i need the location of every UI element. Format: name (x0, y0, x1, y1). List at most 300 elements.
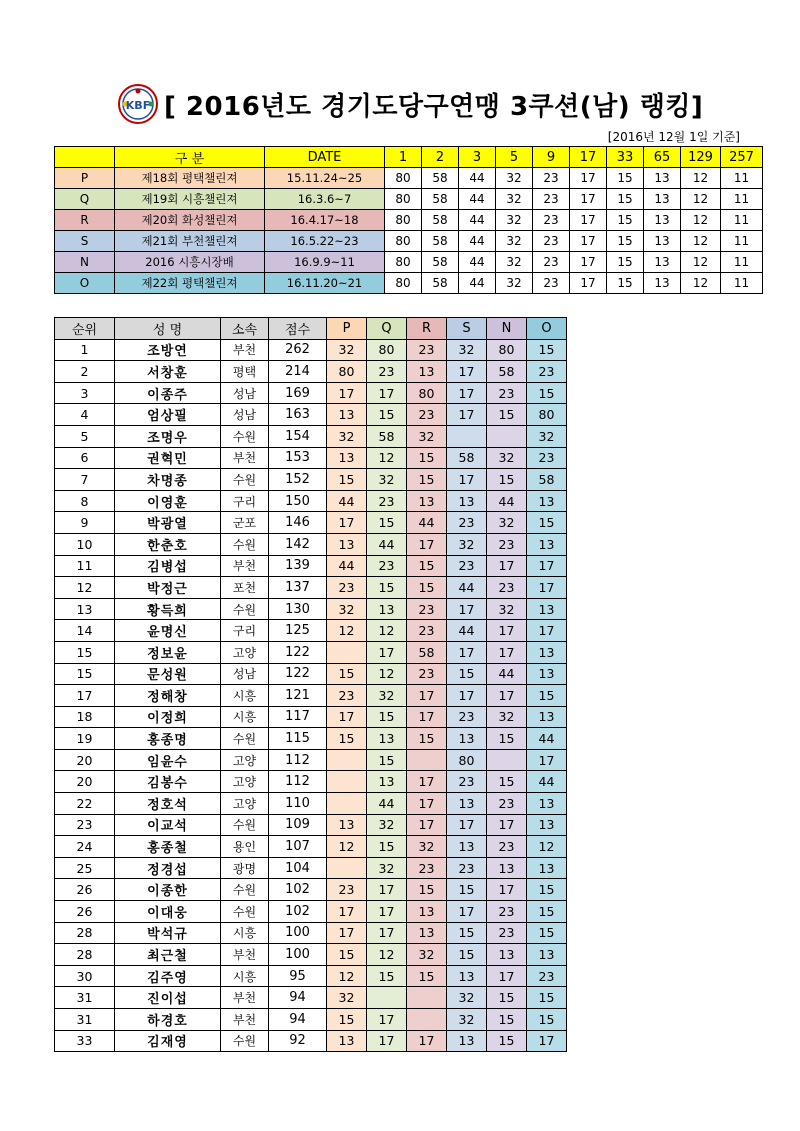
player-affiliation: 수원 (221, 879, 269, 901)
tournament-code: N (55, 252, 115, 273)
event-score-N: 17 (487, 641, 527, 663)
event-score-Q: 44 (367, 793, 407, 815)
player-affiliation: 구리 (221, 620, 269, 642)
ranking-row (55, 361, 567, 383)
ranking-row (55, 922, 567, 944)
event-score-P: 32 (327, 339, 367, 361)
player-affiliation: 부천 (221, 555, 269, 577)
event-score-R: 13 (407, 922, 447, 944)
event-score-Q: 32 (367, 685, 407, 707)
player-affiliation: 평택 (221, 361, 269, 383)
event-score-P: 80 (327, 361, 367, 383)
rank-cell: 12 (55, 577, 115, 599)
tournament-point-cell: 13 (644, 231, 681, 252)
event-score-Q: 15 (367, 577, 407, 599)
rank-cell: 9 (55, 512, 115, 534)
event-score-Q: 17 (367, 641, 407, 663)
player-name: 조명우 (115, 425, 221, 447)
ranking-row (55, 404, 567, 426)
event-score-S: 13 (447, 836, 487, 858)
col-date: DATE (265, 147, 385, 168)
rank-cell: 11 (55, 555, 115, 577)
tournament-point-cell: 80 (385, 252, 422, 273)
player-name: 이종주 (115, 382, 221, 404)
event-score-O: 23 (527, 965, 567, 987)
player-affiliation: 수원 (221, 1030, 269, 1052)
tournament-point-cell: 80 (385, 168, 422, 189)
event-score-S: 17 (447, 361, 487, 383)
event-score-P: 12 (327, 836, 367, 858)
tournament-date: 16.11.20~21 (265, 273, 385, 294)
event-score-S: 13 (447, 728, 487, 750)
col-code (55, 147, 115, 168)
player-affiliation: 수원 (221, 469, 269, 491)
event-score-N: 23 (487, 793, 527, 815)
event-score-P: 15 (327, 469, 367, 491)
event-score-O: 15 (527, 922, 567, 944)
player-name: 정경섭 (115, 857, 221, 879)
event-score-R: 17 (407, 793, 447, 815)
col-rank: 순위 (55, 318, 115, 340)
event-score-O: 15 (527, 512, 567, 534)
event-score-Q: 15 (367, 749, 407, 771)
player-total-points: 137 (269, 577, 327, 599)
event-score-O: 17 (527, 620, 567, 642)
event-score-R: 23 (407, 663, 447, 685)
ranking-row (55, 685, 567, 707)
event-score-R: 32 (407, 944, 447, 966)
player-name: 진이섭 (115, 987, 221, 1009)
tournament-point-cell: 12 (681, 210, 721, 231)
event-score-N: 23 (487, 922, 527, 944)
event-score-P (327, 793, 367, 815)
player-affiliation: 부천 (221, 987, 269, 1009)
event-score-R: 17 (407, 533, 447, 555)
col-P: P (327, 318, 367, 340)
tournament-point-cell: 80 (385, 273, 422, 294)
ranking-row (55, 339, 567, 361)
player-affiliation: 수원 (221, 533, 269, 555)
rank-cell: 25 (55, 857, 115, 879)
col-place-257: 257 (721, 147, 763, 168)
player-name: 엄상필 (115, 404, 221, 426)
ranking-row (55, 490, 567, 512)
player-total-points: 102 (269, 901, 327, 923)
player-affiliation: 수원 (221, 814, 269, 836)
tournament-code: Q (55, 189, 115, 210)
event-score-N: 17 (487, 814, 527, 836)
event-score-O: 80 (527, 404, 567, 426)
tournament-code: R (55, 210, 115, 231)
player-affiliation: 고양 (221, 749, 269, 771)
col-N: N (487, 318, 527, 340)
tournament-date: 15.11.24~25 (265, 168, 385, 189)
rank-cell: 22 (55, 793, 115, 815)
player-total-points: 150 (269, 490, 327, 512)
ranking-row (55, 987, 567, 1009)
event-score-N: 32 (487, 598, 527, 620)
tournament-point-cell: 17 (570, 231, 607, 252)
rank-cell: 1 (55, 339, 115, 361)
col-division: 구 분 (115, 147, 265, 168)
player-total-points: 146 (269, 512, 327, 534)
event-score-N: 17 (487, 965, 527, 987)
event-score-O: 15 (527, 901, 567, 923)
tournament-point-cell: 23 (533, 168, 570, 189)
tournament-point-cell: 23 (533, 189, 570, 210)
event-score-Q: 32 (367, 469, 407, 491)
event-score-P: 13 (327, 1030, 367, 1052)
event-score-R: 15 (407, 447, 447, 469)
player-affiliation: 수원 (221, 728, 269, 750)
tournament-row (55, 231, 763, 252)
event-score-R (407, 1009, 447, 1031)
rank-cell: 18 (55, 706, 115, 728)
event-score-N: 13 (487, 944, 527, 966)
player-name: 권혁민 (115, 447, 221, 469)
event-score-P: 15 (327, 728, 367, 750)
rank-cell: 23 (55, 814, 115, 836)
player-total-points: 153 (269, 447, 327, 469)
event-score-O: 15 (527, 987, 567, 1009)
ranking-row (55, 749, 567, 771)
tournament-point-cell: 23 (533, 252, 570, 273)
tournament-point-cell: 23 (533, 231, 570, 252)
event-score-R: 13 (407, 490, 447, 512)
tournament-point-cell: 15 (607, 252, 644, 273)
event-score-R: 80 (407, 382, 447, 404)
tournament-point-cell: 12 (681, 189, 721, 210)
player-name: 박정근 (115, 577, 221, 599)
ranking-row (55, 533, 567, 555)
event-score-N: 15 (487, 771, 527, 793)
logo-text: KBF (125, 99, 151, 112)
ranking-row (55, 879, 567, 901)
event-score-P: 13 (327, 533, 367, 555)
player-total-points: 100 (269, 944, 327, 966)
col-place-17: 17 (570, 147, 607, 168)
event-score-O: 17 (527, 749, 567, 771)
event-score-N: 17 (487, 555, 527, 577)
rank-cell: 15 (55, 641, 115, 663)
event-score-Q: 12 (367, 944, 407, 966)
event-score-O: 13 (527, 706, 567, 728)
tournament-name: 제19회 시흥챌린져 (115, 189, 265, 210)
tournament-point-cell: 44 (459, 210, 496, 231)
event-score-R: 15 (407, 965, 447, 987)
event-score-R: 23 (407, 404, 447, 426)
player-name: 정호석 (115, 793, 221, 815)
player-name: 홍종철 (115, 836, 221, 858)
ranking-row (55, 447, 567, 469)
event-score-O: 44 (527, 728, 567, 750)
tournament-point-cell: 12 (681, 168, 721, 189)
ranking-row (55, 382, 567, 404)
player-name: 정해창 (115, 685, 221, 707)
player-affiliation: 수원 (221, 425, 269, 447)
tournament-point-cell: 44 (459, 273, 496, 294)
player-name: 김주영 (115, 965, 221, 987)
event-score-S: 58 (447, 447, 487, 469)
col-place-129: 129 (681, 147, 721, 168)
ranking-row (55, 641, 567, 663)
player-total-points: 214 (269, 361, 327, 383)
event-score-O: 13 (527, 793, 567, 815)
event-score-R: 32 (407, 836, 447, 858)
event-score-P: 17 (327, 706, 367, 728)
player-affiliation: 고양 (221, 793, 269, 815)
player-name: 윤명신 (115, 620, 221, 642)
event-score-Q: 15 (367, 836, 407, 858)
event-score-Q (367, 987, 407, 1009)
player-affiliation: 부천 (221, 447, 269, 469)
player-name: 이교석 (115, 814, 221, 836)
ranking-row (55, 944, 567, 966)
event-score-P: 17 (327, 922, 367, 944)
event-score-P: 44 (327, 490, 367, 512)
col-affiliation: 소속 (221, 318, 269, 340)
player-name: 하경호 (115, 1009, 221, 1031)
player-name: 김재영 (115, 1030, 221, 1052)
event-score-O: 13 (527, 641, 567, 663)
tournament-point-cell: 11 (721, 273, 763, 294)
event-score-R: 13 (407, 901, 447, 923)
rank-cell: 14 (55, 620, 115, 642)
rank-cell: 8 (55, 490, 115, 512)
tournament-point-cell: 15 (607, 210, 644, 231)
rank-cell: 24 (55, 836, 115, 858)
player-affiliation: 시흥 (221, 685, 269, 707)
player-name: 이영훈 (115, 490, 221, 512)
rank-cell: 31 (55, 1009, 115, 1031)
event-score-P: 13 (327, 447, 367, 469)
ranking-header-row (55, 318, 567, 340)
col-name: 성 명 (115, 318, 221, 340)
ranking-row (55, 512, 567, 534)
player-affiliation: 성남 (221, 663, 269, 685)
ranking-row (55, 425, 567, 447)
event-score-P: 44 (327, 555, 367, 577)
tournament-point-cell: 58 (422, 168, 459, 189)
event-score-S (447, 425, 487, 447)
event-score-Q: 17 (367, 922, 407, 944)
tournament-point-cell: 15 (607, 273, 644, 294)
tournament-date: 16.4.17~18 (265, 210, 385, 231)
rank-cell: 28 (55, 944, 115, 966)
player-total-points: 139 (269, 555, 327, 577)
ranking-row (55, 620, 567, 642)
event-score-O: 13 (527, 598, 567, 620)
event-score-N: 17 (487, 879, 527, 901)
event-score-O: 13 (527, 944, 567, 966)
event-score-S: 17 (447, 685, 487, 707)
event-score-R: 15 (407, 469, 447, 491)
event-score-S: 44 (447, 577, 487, 599)
tournament-row (55, 168, 763, 189)
event-score-Q: 80 (367, 339, 407, 361)
player-name: 조방연 (115, 339, 221, 361)
event-score-Q: 23 (367, 490, 407, 512)
event-score-R: 23 (407, 339, 447, 361)
event-score-S: 44 (447, 620, 487, 642)
event-score-R: 15 (407, 555, 447, 577)
tournament-point-cell: 58 (422, 210, 459, 231)
tournament-date: 16.5.22~23 (265, 231, 385, 252)
player-total-points: 117 (269, 706, 327, 728)
event-score-O: 23 (527, 447, 567, 469)
player-name: 정보윤 (115, 641, 221, 663)
player-affiliation: 성남 (221, 382, 269, 404)
col-place-3: 3 (459, 147, 496, 168)
event-score-O: 13 (527, 814, 567, 836)
event-score-S: 13 (447, 793, 487, 815)
player-affiliation: 군포 (221, 512, 269, 534)
event-score-S: 15 (447, 663, 487, 685)
event-score-S: 13 (447, 490, 487, 512)
event-score-Q: 13 (367, 771, 407, 793)
player-affiliation: 부천 (221, 944, 269, 966)
rank-cell: 26 (55, 879, 115, 901)
event-score-S: 15 (447, 879, 487, 901)
event-score-N: 23 (487, 577, 527, 599)
player-name: 임윤수 (115, 749, 221, 771)
tournament-point-cell: 13 (644, 168, 681, 189)
event-score-R: 17 (407, 685, 447, 707)
ranking-table (54, 317, 567, 1052)
player-name: 이종한 (115, 879, 221, 901)
rank-cell: 20 (55, 749, 115, 771)
tournament-name: 제18회 평택챌린져 (115, 168, 265, 189)
col-place-65: 65 (644, 147, 681, 168)
player-total-points: 154 (269, 425, 327, 447)
player-total-points: 130 (269, 598, 327, 620)
event-score-N: 15 (487, 987, 527, 1009)
tournament-point-cell: 13 (644, 210, 681, 231)
player-total-points: 94 (269, 1009, 327, 1031)
player-total-points: 262 (269, 339, 327, 361)
tournament-point-cell: 32 (496, 210, 533, 231)
player-total-points: 142 (269, 533, 327, 555)
event-score-N: 15 (487, 1009, 527, 1031)
event-score-O: 15 (527, 879, 567, 901)
player-affiliation: 시흥 (221, 965, 269, 987)
player-name: 황득희 (115, 598, 221, 620)
ranking-row (55, 814, 567, 836)
player-total-points: 104 (269, 857, 327, 879)
event-score-P: 23 (327, 879, 367, 901)
rank-cell: 31 (55, 987, 115, 1009)
col-place-1: 1 (385, 147, 422, 168)
event-score-N: 15 (487, 728, 527, 750)
event-score-P: 32 (327, 987, 367, 1009)
event-score-N: 44 (487, 663, 527, 685)
event-score-N: 17 (487, 620, 527, 642)
event-score-P: 12 (327, 965, 367, 987)
event-score-S: 17 (447, 382, 487, 404)
event-score-P: 15 (327, 944, 367, 966)
event-score-S: 17 (447, 814, 487, 836)
event-score-S: 17 (447, 404, 487, 426)
col-O: O (527, 318, 567, 340)
event-score-R: 15 (407, 728, 447, 750)
tournament-point-cell: 12 (681, 252, 721, 273)
tournament-point-cell: 11 (721, 231, 763, 252)
event-score-P: 12 (327, 620, 367, 642)
player-name: 홍종명 (115, 728, 221, 750)
tournament-point-cell: 32 (496, 231, 533, 252)
tournament-point-cell: 11 (721, 210, 763, 231)
event-score-P: 17 (327, 512, 367, 534)
tournament-point-cell: 32 (496, 168, 533, 189)
tournament-row (55, 252, 763, 273)
event-score-N: 58 (487, 361, 527, 383)
player-total-points: 100 (269, 922, 327, 944)
col-R: R (407, 318, 447, 340)
player-name: 이정희 (115, 706, 221, 728)
player-affiliation: 부천 (221, 339, 269, 361)
player-total-points: 122 (269, 663, 327, 685)
event-score-Q: 23 (367, 555, 407, 577)
player-total-points: 107 (269, 836, 327, 858)
tournament-point-cell: 58 (422, 189, 459, 210)
event-score-S: 32 (447, 533, 487, 555)
event-score-N (487, 749, 527, 771)
event-score-R: 13 (407, 361, 447, 383)
ranking-row (55, 965, 567, 987)
player-affiliation: 구리 (221, 490, 269, 512)
tournament-point-cell: 12 (681, 273, 721, 294)
rank-cell: 33 (55, 1030, 115, 1052)
event-score-N: 32 (487, 512, 527, 534)
rank-cell: 4 (55, 404, 115, 426)
event-score-N: 23 (487, 901, 527, 923)
event-score-O: 15 (527, 339, 567, 361)
tournament-name: 2016 시흥시장배 (115, 252, 265, 273)
event-score-R: 17 (407, 771, 447, 793)
event-score-S: 17 (447, 901, 487, 923)
event-score-R: 32 (407, 425, 447, 447)
tournament-point-cell: 44 (459, 231, 496, 252)
event-score-P: 13 (327, 404, 367, 426)
event-score-N: 13 (487, 857, 527, 879)
event-score-S: 32 (447, 987, 487, 1009)
player-affiliation: 고양 (221, 771, 269, 793)
event-score-P (327, 857, 367, 879)
player-affiliation: 고양 (221, 641, 269, 663)
event-score-N: 23 (487, 533, 527, 555)
event-score-N: 15 (487, 469, 527, 491)
event-score-S: 17 (447, 641, 487, 663)
event-score-Q: 58 (367, 425, 407, 447)
rank-cell: 19 (55, 728, 115, 750)
player-total-points: 110 (269, 793, 327, 815)
col-Q: Q (367, 318, 407, 340)
event-score-O: 44 (527, 771, 567, 793)
tournament-point-cell: 17 (570, 210, 607, 231)
tournament-point-cell: 44 (459, 252, 496, 273)
rank-cell: 7 (55, 469, 115, 491)
event-score-N: 80 (487, 339, 527, 361)
player-total-points: 169 (269, 382, 327, 404)
tournament-point-cell: 32 (496, 273, 533, 294)
event-score-S: 15 (447, 944, 487, 966)
col-place-2: 2 (422, 147, 459, 168)
tournament-points-table (54, 146, 763, 294)
tournament-point-cell: 12 (681, 231, 721, 252)
player-total-points: 121 (269, 685, 327, 707)
event-score-S: 23 (447, 771, 487, 793)
rank-cell: 28 (55, 922, 115, 944)
